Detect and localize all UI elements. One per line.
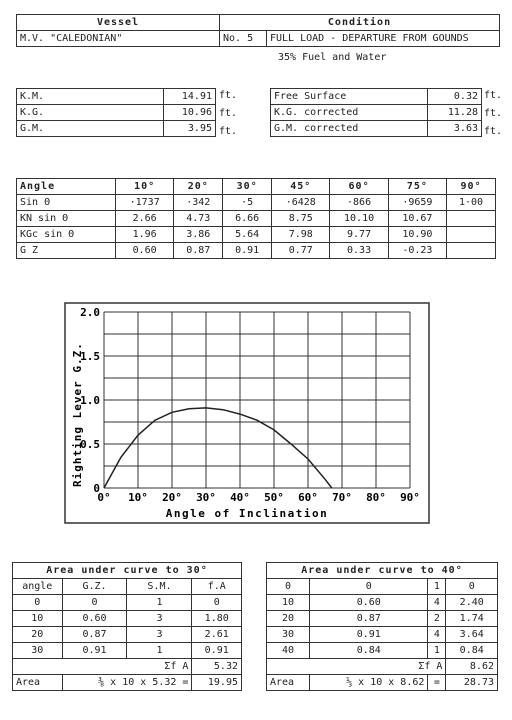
table-cell: 1 — [127, 643, 192, 659]
row-value: 0.32 — [428, 89, 482, 105]
table-cell: 1.80 — [192, 611, 242, 627]
row-label: Free Surface — [271, 89, 428, 105]
table-cell: -0.23 — [388, 243, 446, 259]
area-30-table — [12, 562, 242, 691]
table-cell: 0.60 — [310, 595, 428, 611]
table-cell: 1.74 — [446, 611, 498, 627]
y-tick-label: 0.5 — [80, 438, 100, 451]
area-40-title: Area under curve to 40° — [267, 563, 498, 579]
stability-table-left — [16, 88, 216, 137]
row-value: 14.91 — [164, 89, 216, 105]
row-value: 3.95 — [164, 121, 216, 137]
row-value: 3.63 — [428, 121, 482, 137]
table-cell: 0.60 — [116, 243, 174, 259]
table-cell — [447, 211, 496, 227]
vessel-name: M.V. "CALEDONIAN" — [17, 31, 220, 47]
table-cell: 0.87 — [174, 243, 223, 259]
header-cell: 30° — [223, 179, 272, 195]
fuel-water-note: 35% Fuel and Water — [278, 52, 387, 63]
stability-table-right — [270, 88, 482, 137]
table-cell: 3 — [127, 627, 192, 643]
table-row — [267, 579, 498, 595]
table-row — [13, 611, 242, 627]
table-cell: 4 — [428, 595, 446, 611]
row-label: KN sin Θ — [17, 211, 116, 227]
table-cell: 20 — [267, 611, 310, 627]
unit-label: ft. — [484, 108, 503, 119]
table-cell: 3.64 — [446, 627, 498, 643]
x-tick-label: 80° — [366, 491, 386, 504]
table-cell: 0 — [310, 579, 428, 595]
table-row — [13, 643, 242, 659]
table-cell: 1·00 — [447, 195, 496, 211]
area-label: Area — [13, 675, 63, 691]
gz-table — [16, 178, 496, 259]
table-cell: 1 — [428, 643, 446, 659]
header-cell: 75° — [388, 179, 446, 195]
table-row — [17, 89, 216, 105]
unit-label: ft. — [219, 108, 238, 119]
table-cell: 1 — [428, 579, 446, 595]
row-value: 11.28 — [428, 105, 482, 121]
table-row — [271, 105, 482, 121]
table-cell: 2.66 — [116, 211, 174, 227]
y-axis-label: Righting Lever G.Z. — [71, 342, 84, 487]
row-label: G.M. — [17, 121, 164, 137]
unit-label: ft. — [484, 126, 503, 137]
sum-label: Σf A — [267, 659, 446, 675]
table-row — [271, 121, 482, 137]
header-cell: S.M. — [127, 579, 192, 595]
row-label: K.G. corrected — [271, 105, 428, 121]
table-cell: 2.61 — [192, 627, 242, 643]
x-tick-label: 0° — [97, 491, 111, 504]
table-cell: 0.33 — [330, 243, 388, 259]
table-cell: 10 — [267, 595, 310, 611]
x-tick-label: 50° — [264, 491, 284, 504]
row-value: 10.96 — [164, 105, 216, 121]
x-tick-label: 20° — [162, 491, 182, 504]
table-cell: 3 — [127, 611, 192, 627]
header-cell: 90° — [447, 179, 496, 195]
gz-curve-chart — [64, 302, 430, 524]
unit-label: ft. — [484, 90, 503, 101]
table-cell: 5.64 — [223, 227, 272, 243]
y-tick-label: 1.5 — [80, 350, 100, 363]
table-row — [267, 643, 498, 659]
area-row — [267, 675, 498, 691]
table-cell: 0.87 — [62, 627, 127, 643]
table-cell: 9.77 — [330, 227, 388, 243]
sum-value: 8.62 — [446, 659, 498, 675]
area-equals: = — [428, 675, 446, 691]
x-tick-label: 30° — [196, 491, 216, 504]
row-label: K.G. — [17, 105, 164, 121]
table-cell: 0.91 — [310, 627, 428, 643]
area-expression: ⅓ x 10 x 8.62 — [310, 675, 428, 691]
table-row — [13, 627, 242, 643]
table-row — [267, 627, 498, 643]
table-cell: 0.91 — [192, 643, 242, 659]
header-cell: Angle — [17, 179, 116, 195]
x-tick-label: 60° — [298, 491, 318, 504]
table-cell: 0.91 — [223, 243, 272, 259]
table-cell: 40 — [267, 643, 310, 659]
table-row — [267, 611, 498, 627]
row-label: Sin Θ — [17, 195, 116, 211]
table-cell: 10 — [13, 611, 63, 627]
header-cell: 45° — [272, 179, 330, 195]
table-row — [17, 211, 496, 227]
y-tick-label: 1.0 — [80, 394, 100, 407]
row-label: G.M. corrected — [271, 121, 428, 137]
table-cell: 2 — [428, 611, 446, 627]
table-cell: 10.67 — [388, 211, 446, 227]
sum-row — [13, 659, 242, 675]
x-axis-label: Angle of Inclination — [165, 507, 329, 520]
header-cell: 60° — [330, 179, 388, 195]
header-cell: G.Z. — [62, 579, 127, 595]
table-cell: ·866 — [330, 195, 388, 211]
table-cell: ·1737 — [116, 195, 174, 211]
table-row — [17, 105, 216, 121]
table-row — [13, 595, 242, 611]
table-cell: 10.90 — [388, 227, 446, 243]
table-cell: 4 — [428, 627, 446, 643]
table-row — [17, 121, 216, 137]
row-label: K.M. — [17, 89, 164, 105]
area-expression: ⅜ x 10 x 5.32 = — [62, 675, 192, 691]
row-label: KGc sin Θ — [17, 227, 116, 243]
table-cell: ·9659 — [388, 195, 446, 211]
table-cell: 0 — [192, 595, 242, 611]
y-tick-label: 2.0 — [80, 306, 100, 319]
vessel-condition-table — [16, 14, 500, 47]
table-cell: 3.86 — [174, 227, 223, 243]
table-header-row — [17, 179, 496, 195]
header-cell: angle — [13, 579, 63, 595]
table-cell: 0.84 — [310, 643, 428, 659]
table-cell: 8.75 — [272, 211, 330, 227]
header-cell: 20° — [174, 179, 223, 195]
area-30-title: Area under curve to 30° — [13, 563, 242, 579]
chart-frame — [65, 303, 429, 523]
condition-label: Condition — [220, 15, 500, 31]
table-row — [17, 243, 496, 259]
table-cell: ·5 — [223, 195, 272, 211]
table-cell: 0.60 — [62, 611, 127, 627]
table-row — [17, 195, 496, 211]
table-cell: 0.91 — [62, 643, 127, 659]
table-cell: 1.96 — [116, 227, 174, 243]
header-cell: f.A — [192, 579, 242, 595]
area-label: Area — [267, 675, 310, 691]
table-cell: 0 — [267, 579, 310, 595]
table-cell: 0 — [13, 595, 63, 611]
unit-label: ft. — [219, 90, 238, 101]
table-cell: 6.66 — [223, 211, 272, 227]
table-header-row — [13, 579, 242, 595]
x-tick-label: 70° — [332, 491, 352, 504]
y-tick-label: 0 — [93, 482, 100, 495]
table-cell: 2.40 — [446, 595, 498, 611]
table-cell: 1 — [127, 595, 192, 611]
sum-label: Σf A — [13, 659, 192, 675]
condition-number: No. 5 — [220, 31, 267, 47]
table-cell: 20 — [13, 627, 63, 643]
sum-value: 5.32 — [192, 659, 242, 675]
sum-row — [267, 659, 498, 675]
table-row — [17, 227, 496, 243]
table-cell: 30 — [267, 627, 310, 643]
table-cell: ·342 — [174, 195, 223, 211]
vessel-label: Vessel — [17, 15, 220, 31]
table-row — [271, 89, 482, 105]
area-value: 28.73 — [446, 675, 498, 691]
x-tick-label: 90° — [400, 491, 420, 504]
table-cell: 0.87 — [310, 611, 428, 627]
table-cell: 0.77 — [272, 243, 330, 259]
x-tick-label: 40° — [230, 491, 250, 504]
table-cell — [447, 227, 496, 243]
table-cell: 0.84 — [446, 643, 498, 659]
table-cell: 0 — [62, 595, 127, 611]
table-row — [267, 595, 498, 611]
area-value: 19.95 — [192, 675, 242, 691]
table-cell: ·6428 — [272, 195, 330, 211]
table-cell — [447, 243, 496, 259]
area-40-table — [266, 562, 498, 691]
table-cell: 0 — [446, 579, 498, 595]
header-cell: 10° — [116, 179, 174, 195]
condition-description: FULL LOAD - DEPARTURE FROM GOUNDS — [267, 31, 500, 47]
row-label: G Z — [17, 243, 116, 259]
area-row — [13, 675, 242, 691]
table-cell: 4.73 — [174, 211, 223, 227]
table-cell: 30 — [13, 643, 63, 659]
unit-label: ft. — [219, 126, 238, 137]
table-cell: 10.10 — [330, 211, 388, 227]
x-tick-label: 10° — [128, 491, 148, 504]
table-cell: 7.98 — [272, 227, 330, 243]
